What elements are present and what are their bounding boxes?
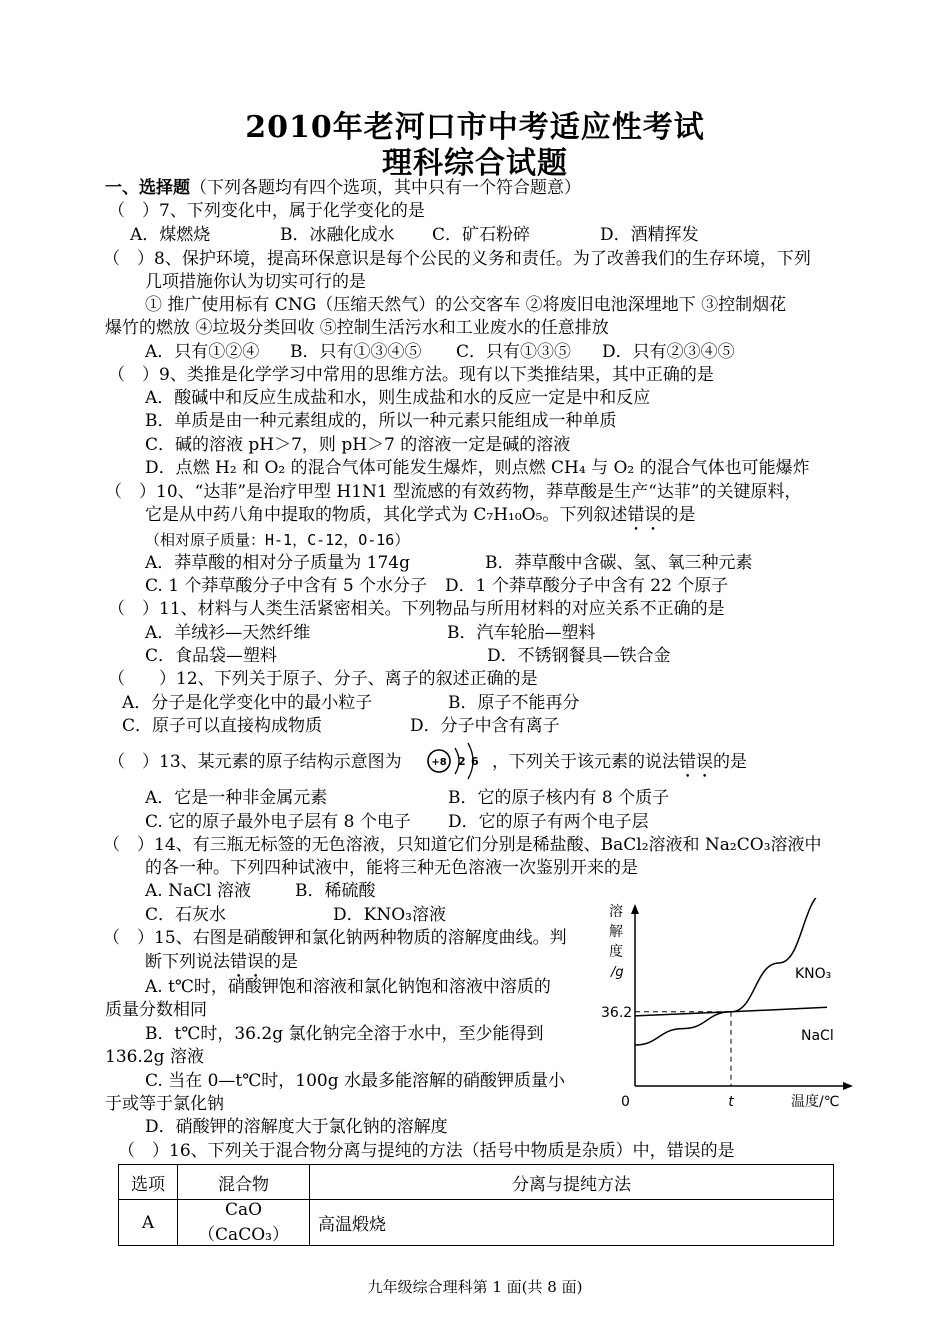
- q16-stem: （ ）16、下列关于混合物分离与提纯的方法（括号中物质是杂质）中，错误的是: [118, 1141, 735, 1161]
- page-footer: 九年级综合理科第 1 面(共 8 面): [367, 1278, 583, 1296]
- q10-stem-part3: 的是: [661, 505, 696, 525]
- q14-option-c: C．石灰水: [145, 905, 227, 925]
- q14-stem: （ ）14、有三瓶无标签的无色溶液，只知道它们分别是稀盐酸、BaCl₂溶液和 Na₂CO₃溶液中: [103, 835, 822, 855]
- q15-stem-part1: 断下列说法: [145, 952, 230, 972]
- y-axis-title-char-1: 溶: [609, 904, 623, 920]
- exam-subtitle: 理科综合试题: [382, 146, 568, 181]
- q8-option-b: B．只有①③④⑤: [290, 342, 422, 362]
- q7-option-a: A．煤燃烧: [130, 225, 211, 245]
- q12-option-d: D．分子中含有离子: [410, 716, 560, 736]
- q11-option-d: D．不锈钢餐具—铁合金: [487, 646, 671, 666]
- q12-stem: （ ）12、下列关于原子、分子、离子的叙述正确的是: [108, 669, 538, 689]
- q10-option-c: C. 1 个莽草酸分子中含有 5 个水分子: [145, 576, 428, 596]
- q8-option-c: C．只有①③⑤: [456, 342, 572, 362]
- q15-option-b-line1: B．t℃时，36.2g 氯化钠完全溶于水中，至少能得到: [145, 1024, 544, 1044]
- q15-stem-part3: 的是: [264, 952, 298, 972]
- q10-stem-part1: 它是从中药八角中提取的物质，其化学式为 C₇H₁₀O₅。下列叙述: [145, 505, 628, 525]
- table-cell-mixture: CaO（CaCO₃）: [178, 1200, 310, 1246]
- q8-stem-cont: 几项措施你认为切实可行的是: [145, 272, 366, 292]
- q9-stem: （ ）9、类推是化学学习中常用的思维方法。现有以下类推结果，其中正确的是: [108, 365, 714, 385]
- q13-stem-part4: 的是: [713, 752, 747, 772]
- section-label: 一、选择题: [105, 178, 190, 198]
- q14-option-a: A. NaCl 溶液: [145, 881, 251, 901]
- q12-option-b: B．原子不能再分: [448, 693, 580, 713]
- q10-emphasis: 错误: [627, 505, 662, 525]
- q13-option-b: B．它的原子核内有 8 个质子: [448, 788, 670, 808]
- q10-atomic-mass: （相对原子质量：H-1，C-12，O-16）: [145, 531, 410, 549]
- q8-items: ① 推广使用标有 CNG（压缩天然气）的公交客车 ②将废旧电池深埋地下 ③控制烟花: [145, 295, 787, 315]
- table-header-method: 分离与提纯方法: [310, 1165, 834, 1200]
- y-axis-arrow: [631, 904, 639, 914]
- shell-1-count: 2: [458, 755, 466, 768]
- q10-option-a: A．莽草酸的相对分子质量为 174g: [145, 553, 411, 573]
- q13-stem-cont: [492, 751, 747, 782]
- nucleus-charge: +8: [431, 757, 447, 768]
- shell-2-count: 6: [471, 755, 479, 768]
- y-mark-label: 36.2: [601, 1004, 633, 1021]
- q7-option-b: B．冰融化成水: [280, 225, 395, 245]
- y-axis-title-char-3: 度: [609, 944, 623, 960]
- q8-stem: （ ）8、保护环境，提高环保意识是每个公民的义务和责任。为了改善我们的生存环境，下列: [103, 249, 811, 269]
- atomic-structure-diagram: [422, 740, 488, 782]
- table-header-row: [119, 1165, 834, 1200]
- q10-option-d: D．1 个莽草酸分子中含有 22 个原子: [445, 576, 729, 596]
- q11-option-a: A．羊绒衫—天然纤维: [145, 623, 311, 643]
- q9-option-a: A．酸碱中和反应生成盐和水，则生成盐和水的反应一定是中和反应: [145, 388, 651, 408]
- q9-option-b: B．单质是由一种元素组成的，所以一种元素只能组成一种单质: [145, 411, 617, 431]
- q13-option-d: D．它的原子有两个电子层: [448, 812, 649, 832]
- q15-emphasis: 错误: [230, 952, 264, 972]
- q13-option-c: C. 它的原子最外电子层有 8 个电子: [145, 812, 411, 832]
- series-label-kno3: KNO₃: [795, 966, 832, 982]
- table-cell-option: A: [119, 1200, 178, 1246]
- table-header-option: 选项: [119, 1165, 178, 1200]
- section-note: （下列各题均有四个选项，其中只有一个符合题意）: [190, 178, 581, 198]
- q9-option-c: C．碱的溶液 pH＞7，则 pH＞7 的溶液一定是碱的溶液: [145, 435, 571, 455]
- origin-label: 0: [621, 1094, 630, 1110]
- q8-option-a: A．只有①②④: [145, 342, 260, 362]
- series-label-nacl: NaCl: [801, 1028, 834, 1044]
- q14-option-d: D．KNO₃溶液: [333, 905, 446, 925]
- q10-option-b: B．莽草酸中含碳、氢、氧三种元素: [485, 553, 753, 573]
- q13-stem-part2: ，下列关于该元素的说法: [492, 752, 679, 772]
- q15-option-a-line1: A. t℃时，硝酸钾饱和溶液和氯化钠饱和溶液中溶质的: [145, 977, 551, 997]
- y-axis-title: [609, 903, 624, 980]
- y-axis-title-unit: /g: [611, 965, 624, 980]
- q12-option-a: A．分子是化学变化中的最小粒子: [122, 693, 373, 713]
- q8-items-cont: 爆竹的燃放 ④垃圾分类回收 ⑤控制生活污水和工业废水的任意排放: [105, 318, 609, 338]
- q9-option-d: D．点燃 H₂ 和 O₂ 的混合气体可能发生爆炸，则点燃 CH₄ 与 O₂ 的混合气体也可能爆炸: [145, 458, 810, 478]
- q11-stem: （ ）11、材料与人类生活紧密相关。下列物品与所用材料的对应关系不正确的是: [108, 599, 725, 619]
- x-axis-title: 温度/℃: [791, 1094, 840, 1110]
- q15-option-c-line1: C. 当在 0—t℃时，100g 水最多能溶解的硝酸钾质量小: [145, 1071, 566, 1091]
- q11-option-c: C．食品袋—塑料: [145, 646, 278, 666]
- q12-option-c: C．原子可以直接构成物质: [122, 716, 323, 736]
- q15-option-b-line2: 136.2g 溶液: [105, 1047, 204, 1067]
- q14-option-b: B．稀硫酸: [295, 881, 376, 901]
- q15-stem: （ ）15、右图是硝酸钾和氯化钠两种物质的溶解度曲线。判: [103, 928, 567, 948]
- table-cell-method: 高温煅烧: [310, 1200, 834, 1246]
- table-row: [119, 1200, 834, 1246]
- q13-option-a: A．它是一种非金属元素: [145, 788, 328, 808]
- x-mark-label: t: [728, 1094, 734, 1110]
- q7-option-c: C．矿石粉碎: [432, 225, 531, 245]
- q10-stem: （ ）10、“达菲”是治疗甲型 H1N1 型流感的有效药物，莽草酸是生产“达菲”的关键原料，: [105, 482, 802, 502]
- q7-option-d: D．酒精挥发: [600, 225, 699, 245]
- exam-title: 2010年老河口市中考适应性考试: [245, 110, 705, 145]
- q16-table: [118, 1164, 834, 1246]
- solubility-chart: [595, 898, 865, 1120]
- q13-stem: （ ）13、某元素的原子结构示意图为: [108, 752, 402, 772]
- x-axis-arrow: [843, 1082, 853, 1090]
- q15-option-a-line2: 质量分数相同: [105, 1000, 207, 1020]
- q15-option-d: D．硝酸钾的溶解度大于氯化钠的溶解度: [145, 1117, 448, 1137]
- q8-option-d: D．只有②③④⑤: [602, 342, 735, 362]
- section-heading: [105, 177, 581, 199]
- q13-emphasis: 错误: [679, 752, 713, 772]
- q11-option-b: B．汽车轮胎—塑料: [447, 623, 596, 643]
- y-axis-title-char-2: 解: [609, 924, 623, 940]
- q7-stem: （ ）7、下列变化中，属于化学变化的是: [108, 201, 425, 221]
- q15-option-c-line2: 于或等于氯化钠: [105, 1094, 224, 1114]
- table-header-mixture: 混合物: [178, 1165, 310, 1200]
- q14-stem-cont: 的各一种。下列四种试液中，能将三种无色溶液一次鉴别开来的是: [145, 858, 638, 878]
